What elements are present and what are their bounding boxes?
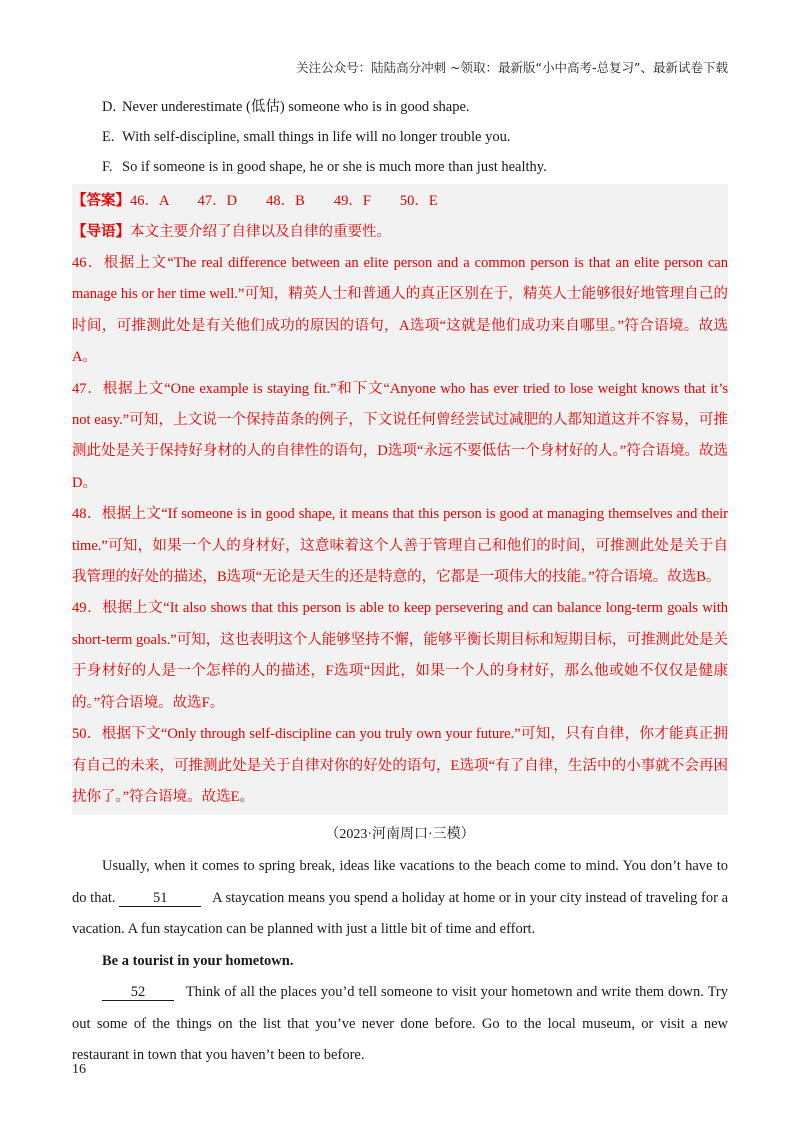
option-text: With self-discipline, small things in life will no longer trouble you. — [122, 129, 511, 145]
explanation-46: 46．根据上文“The real difference between an elite person and a common person is that an elite person can manage his or her time well.”可知，精英人士和普通人的真正区别在于，精英人士能够很好地管理自己的时间，可推测此处是有关他们成功的原因的语句，A选项“这就是他们成功来自哪里。”符合语境。故选A。 — [72, 255, 728, 366]
option-letter: E. — [102, 129, 115, 145]
option-e — [72, 122, 728, 152]
header-note: 关注公众号：陆陆高分冲刺 ~领取：最新版“小中高考-总复习”、最新试卷下载 — [296, 60, 728, 75]
passage-text: Usually, when it comes to spring break, ideas like vacations to the beach come to mind. You don’t have to do that. — [72, 858, 728, 906]
answer-box — [72, 184, 728, 815]
option-letter: F. — [102, 159, 113, 175]
blank-52: 52 — [102, 984, 174, 1001]
answer-line — [72, 186, 728, 217]
option-text: So if someone is in good shape, he or she is much more than just healthy. — [122, 159, 547, 175]
option-text: Never underestimate (低估) someone who is in good shape. — [122, 99, 470, 115]
option-f — [72, 152, 728, 182]
answer-text: 46．A 47．D 48．B 49．F 50．E — [130, 193, 438, 209]
blank-51: 51 — [119, 890, 201, 907]
document-content — [72, 92, 728, 1072]
explanation-50: 50．根据下文“Only through self-discipline can you truly own your future.”可知，只有自律，你才能真正拥有自己的未来，可推测此处是关于自律对你的好处的语句，E选项“有了自律，生活中的小事就不会再困扰你了。”符合语境。故选E。 — [72, 726, 728, 805]
source-label: （2023·河南周口·三模） — [325, 827, 475, 843]
guide-text: 本文主要介绍了自律以及自律的重要性。 — [130, 224, 391, 240]
answer-tag: 【答案】 — [72, 193, 130, 209]
explanation-49: 49．根据上文“It also shows that this person is able to keep persevering and can balance long-term goals with short-term goals.”可知，这也表明这个人能够坚持不懈，能够平衡长期目标和短期目标，可推测此处是关于身材好的人是一个怎样的人的描述，F选项“因此，如果一个人的身材好，那么他或她不仅仅是健康的。”符合语境。故选F。 — [72, 600, 728, 711]
option-letter: D. — [102, 99, 117, 115]
passage-heading: Be a tourist in your hometown. — [102, 952, 294, 969]
page-number: 16 — [72, 1062, 86, 1077]
passage-paragraph-1 — [72, 851, 728, 946]
guide-line — [72, 217, 728, 248]
guide-tag: 【导语】 — [72, 224, 130, 240]
explanation-47: 47．根据上文“One example is staying fit.”和下文“Anyone who has ever tried to lose weight knows that it’s not easy.”可知，上文说一个保持苗条的例子，下文说任何曾经尝试过减肥的人都知道这并不容易，可推测此处是关于保持好身材的人的自律性的语句，D选项“永远不要低估一个身材好的人。”符合语境。故选D。 — [72, 380, 728, 491]
passage-paragraph-2 — [72, 977, 728, 1072]
option-d — [72, 92, 728, 122]
passage-text: Think of all the places you’d tell someone to visit your hometown and write them down. Try out some of the things on the list that you’ve never done before. Go to the local museum, or visit a new restaurant in town that you haven’t been to before. — [72, 984, 729, 1064]
passage-text: A staycation means you spend a holiday at home or in your city instead of traveling for a vacation. A fun staycation can be planned with just a little bit of time and effort. — [72, 889, 729, 938]
explanation-48: 48．根据上文“If someone is in good shape, it means that this person is good at managing themselves and their time.”可知，如果一个人的身材好，这意味着这个人善于管理自己和他们的时间，可推测此处是关于自我管理的好处的描述，B选项“无论是天生的还是特意的，它都是一项伟大的技能。”符合语境。故选B。 — [72, 506, 728, 586]
